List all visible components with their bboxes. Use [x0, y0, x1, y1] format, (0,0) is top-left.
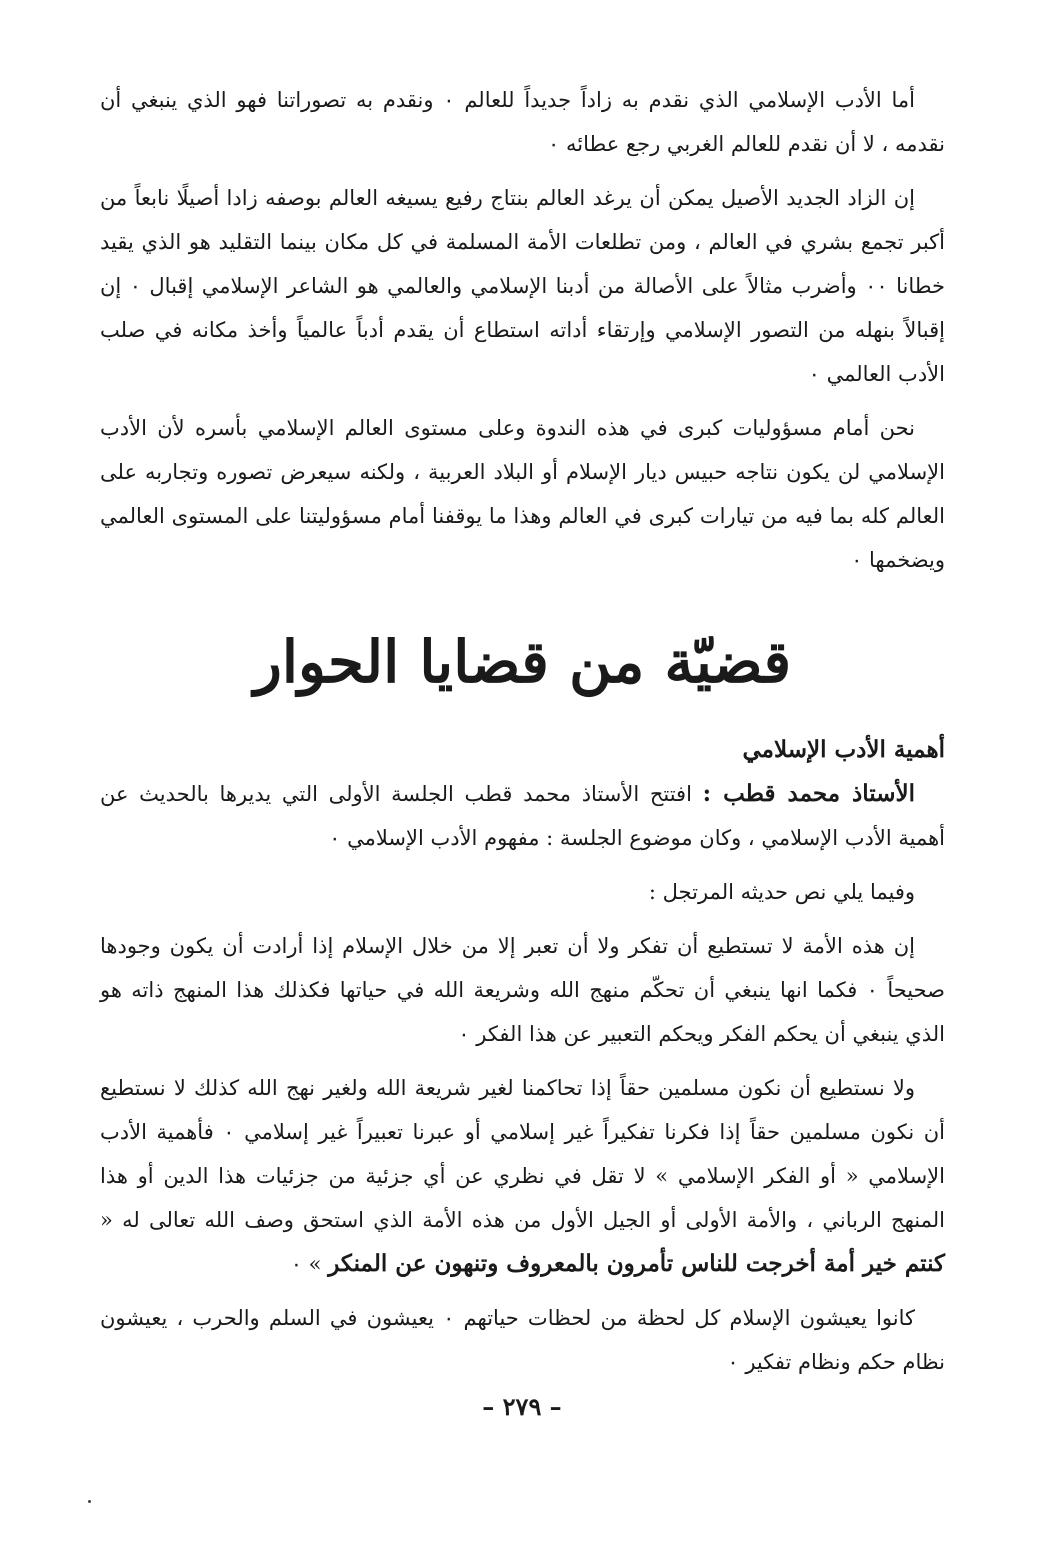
- chapter-title: قضيّة من قضايا الحوار: [253, 628, 792, 696]
- paragraph-3: نحن أمام مسؤوليات كبرى في هذه الندوة وعلى مستوى العالم الإسلامي بأسره لأن الأدب الإسلامي لن يكون نتاجه حبيس ديار الإسلام أو البلاد العربية ، ولكنه سيعرض تصوره وتجاربه على العالم كله بما فيه من تيارات كبرى في العالم وهذا ما يوقفنا أمام مسؤوليتنا على المستوى العالمي ويضخمها ٠: [100, 416, 945, 572]
- section-title: أهمية الأدب الإسلامي: [742, 736, 945, 763]
- paragraph-5-text: ولا نستطيع أن نكون مسلمين حقاً إذا تحاكمنا لغير شريعة الله ولغير نهج الله كذلك لا نستطيع أن نكون مسلمين حقاً إذا فكرنا تفكيراً غير إسلامي أو عبرنا تعبيراً غير إسلامي ٠ فأهمية الأدب الإسلامي « أو الفكر الإسلامي » لا تقل في نظري عن أي جزئية من جزئيات هذا الدين أو هذا المنهج الرباني ، والأمة الأولى أو الجيل الأول من هذه الأمة الذي استحق وصف الله تعالى له «: [100, 1076, 945, 1232]
- speaker-name: الأستاذ محمد قطب :: [702, 780, 915, 807]
- paragraph-4: إن هذه الأمة لا تستطيع أن تفكر ولا أن تعبر إلا من خلال الإسلام إذا أرادت أن يكون وجودها صحيحاً ٠ فكما انها ينبغي أن تحكّم منهج الله وشريعة الله في حياتها فكذلك هذا المنهج ذاته هو الذي ينبغي أن يحكم الفكر ويحكم التعبير عن هذا الفكر ٠: [100, 934, 945, 1046]
- quote-close: » ٠: [290, 1252, 322, 1276]
- page-number: – ٢٧٩ –: [482, 1392, 562, 1421]
- page-body: [100, 78, 945, 1394]
- paragraph-2: إن الزاد الجديد الأصيل يمكن أن يرغد العالم بنتاج رفيع يسيغه العالم بوصفه زادا أصيلًا نابعاً من أكبر تجمع بشري في العالم ، ومن تطلعات الأمة المسلمة في كل مكان بينما التقليد هو الذي يقيد خطانا ٠٠ وأضرب مثالاً على الأصالة من أدبنا الإسلامي والعالمي هو الشاعر الإسلامي إقبال ٠ إن إقبالاً بنهله من التصور الإسلامي وإرتقاء أداته استطاع أن يقدم أدباً عالمياً وأخذ مكانه في صلب الأدب العالمي ٠: [100, 186, 945, 386]
- paragraph-1: أما الأدب الإسلامي الذي نقدم به زاداً جديداً للعالم ٠ ونقدم به تصوراتنا فهو الذي ينبغي أن نقدمه ، لا أن نقدم للعالم الغربي رجع عطائه ٠: [100, 88, 945, 156]
- quran-quote: كنتم خير أمة أخرجت للناس تأمرون بالمعروف وتنهون عن المنكر: [328, 1250, 945, 1277]
- intro-line: وفيما يلي نص حديثه المرتجل :: [648, 880, 915, 904]
- speaker-paragraph: [100, 772, 945, 860]
- chapter-title-wrap: [100, 622, 945, 702]
- paragraph-6: كانوا يعيشون الإسلام كل لحظة من لحظات حياتهم ٠ يعيشون في السلم والحرب ، يعيشون نظام حكم ونظام تفكير ٠: [100, 1306, 945, 1374]
- scan-speck: [88, 1500, 91, 1503]
- paragraph-5: [100, 1066, 945, 1286]
- speaker-intro: افتتح الأستاذ محمد قطب الجلسة الأولى التي يديرها بالحديث عن أهمية الأدب الإسلامي ، وكان موضوع الجلسة : مفهوم الأدب الإسلامي ٠: [100, 782, 945, 850]
